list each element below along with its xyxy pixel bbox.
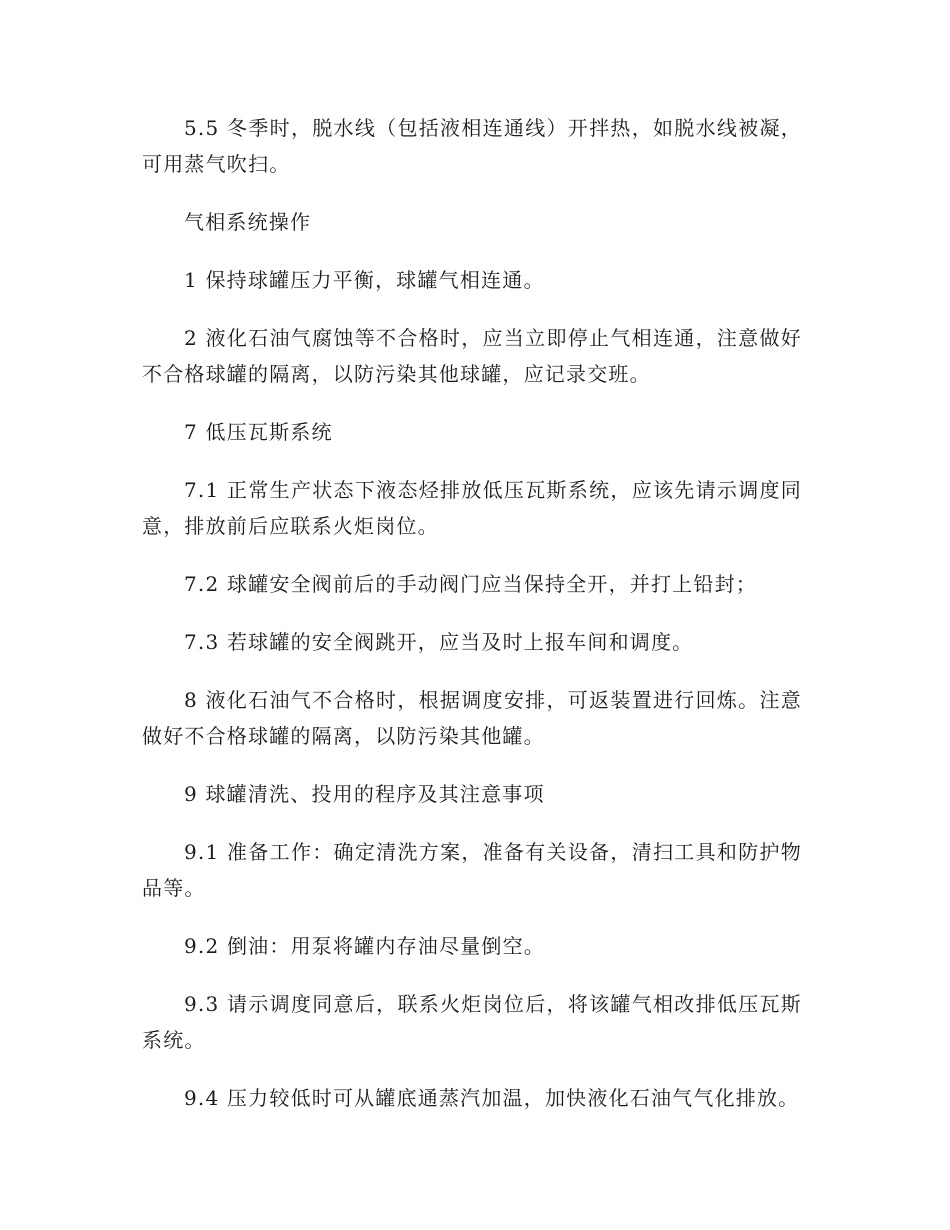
paragraph-gas-1: 1 保持球罐压力平衡，球罐气相连通。: [184, 268, 545, 292]
paragraph-9-3: 9.3 请示调度同意后，联系火炬岗位后，将该罐气相改排低压瓦斯系统。: [142, 992, 802, 1052]
section-heading-gas-phase: 气相系统操作: [184, 210, 312, 234]
paragraph-5-5: 5.5 冬季时，脱水线（包括液相连通线）开拌热，如脱水线被凝，可用蒸气吹扫。: [142, 116, 802, 176]
paragraph-7-3: 7.3 若球罐的安全阀跳开，应当及时上报车间和调度。: [184, 630, 694, 654]
paragraph-9-2: 9.2 倒油：用泵将罐内存油尽量倒空。: [184, 934, 545, 958]
paragraph-9-4: 9.4 压力较低时可从罐底通蒸汽加温，加快液化石油气气化排放。: [184, 1086, 800, 1110]
paragraph-7-1: 7.1 正常生产状态下液态烃排放低压瓦斯系统，应该先请示调度同意，排放前后应联系火炬岗位。: [142, 478, 802, 538]
paragraph-gas-2: 2 液化石油气腐蚀等不合格时，应当立即停止气相连通，注意做好不合格球罐的隔离，以防污染其他球罐，应记录交班。: [142, 326, 802, 386]
section-heading-9: 9 球罐清洗、投用的程序及其注意事项: [184, 782, 545, 806]
section-heading-7: 7 低压瓦斯系统: [184, 420, 333, 444]
document-body: [142, 110, 802, 1138]
paragraph-8: 8 液化石油气不合格时，根据调度安排，可返装置进行回炼。注意做好不合格球罐的隔离，以防污染其他罐。: [142, 688, 802, 748]
paragraph-9-1: 9.1 准备工作：确定清洗方案，准备有关设备，清扫工具和防护物品等。: [142, 840, 802, 900]
paragraph-7-2: 7.2 球罐安全阀前后的手动阀门应当保持全开，并打上铅封；: [184, 572, 757, 596]
